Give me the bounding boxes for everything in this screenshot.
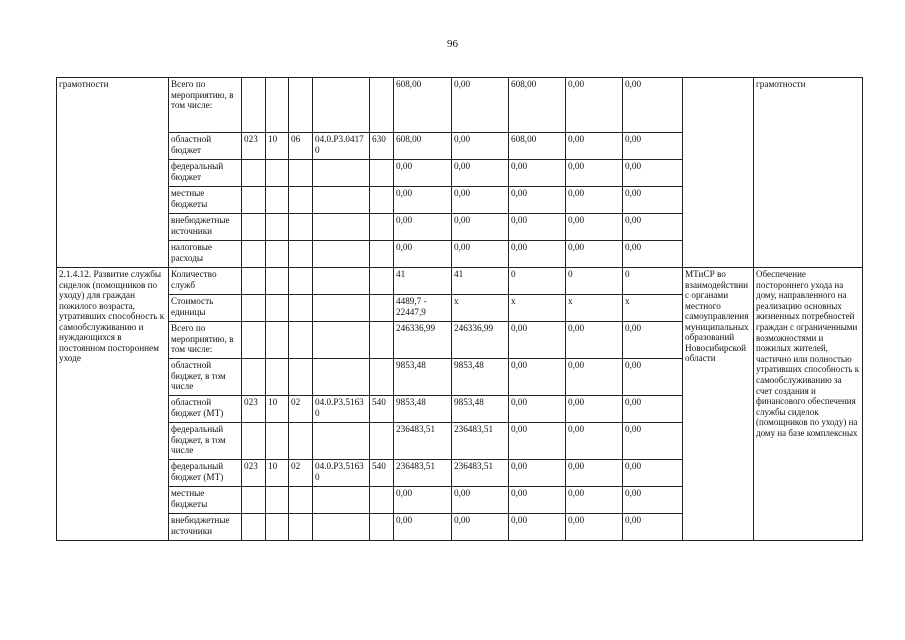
- expense-type-code: [370, 78, 394, 133]
- grbs-code: 023: [242, 133, 266, 160]
- value-year-1: 0,00: [452, 133, 509, 160]
- value-year-1: 0,00: [452, 78, 509, 133]
- program-table: [56, 77, 863, 541]
- value-year-2: 0,00: [509, 241, 566, 268]
- target-article-code: [313, 187, 370, 214]
- grbs-code: [242, 241, 266, 268]
- subsection-code: [289, 78, 313, 133]
- section-code: [266, 268, 289, 295]
- subsection-code: [289, 514, 313, 541]
- subsection-code: 06: [289, 133, 313, 160]
- table-row: [57, 268, 863, 295]
- subsection-code: [289, 487, 313, 514]
- value-year-4: 0,00: [623, 487, 683, 514]
- subsection-code: [289, 268, 313, 295]
- value-year-4: 0,00: [623, 160, 683, 187]
- value-year-3: 0,00: [566, 78, 623, 133]
- expense-type-code: [370, 214, 394, 241]
- result-cell: грамотности: [754, 78, 863, 268]
- grbs-code: [242, 514, 266, 541]
- value-year-3: 0,00: [566, 160, 623, 187]
- section-code: [266, 214, 289, 241]
- value-year-2: 0,00: [509, 214, 566, 241]
- expense-type-code: [370, 359, 394, 396]
- row-label: Всего по мероприятию, в том числе:: [169, 78, 242, 133]
- row-label: Количество служб: [169, 268, 242, 295]
- grbs-code: [242, 268, 266, 295]
- grbs-code: 023: [242, 460, 266, 487]
- value-year-4: 0,00: [623, 214, 683, 241]
- section-code: [266, 78, 289, 133]
- value-year-3: 0,00: [566, 487, 623, 514]
- value-year-3: 0,00: [566, 133, 623, 160]
- value-year-1: 0,00: [452, 214, 509, 241]
- target-article-code: [313, 514, 370, 541]
- value-year-4: 0,00: [623, 460, 683, 487]
- value-year-2: 0,00: [509, 460, 566, 487]
- target-article-code: [313, 423, 370, 460]
- row-label: областной бюджет: [169, 133, 242, 160]
- value-year-3: 0,00: [566, 359, 623, 396]
- value-total: 0,00: [394, 214, 452, 241]
- value-year-2: 0,00: [509, 322, 566, 359]
- section-code: [266, 187, 289, 214]
- target-article-code: [313, 160, 370, 187]
- target-article-code: [313, 268, 370, 295]
- measure-title-cell: грамотности: [57, 78, 169, 268]
- value-year-1: 0,00: [452, 241, 509, 268]
- value-year-2: 0,00: [509, 359, 566, 396]
- value-total: 0,00: [394, 160, 452, 187]
- value-year-1: 236483,51: [452, 460, 509, 487]
- value-year-4: 0,00: [623, 187, 683, 214]
- value-year-1: 246336,99: [452, 322, 509, 359]
- expense-type-code: [370, 295, 394, 322]
- value-year-1: 0,00: [452, 187, 509, 214]
- subsection-code: [289, 241, 313, 268]
- section-code: [266, 295, 289, 322]
- value-total: 0,00: [394, 241, 452, 268]
- value-year-1: 0,00: [452, 514, 509, 541]
- value-year-3: 0,00: [566, 396, 623, 423]
- value-year-1: 9853,48: [452, 359, 509, 396]
- expense-type-code: 540: [370, 460, 394, 487]
- target-article-code: [313, 214, 370, 241]
- expense-type-code: [370, 268, 394, 295]
- value-year-2: 0,00: [509, 487, 566, 514]
- result-cell: Обеспечение постороннего ухода на дому, направленного на реализацию основных жизненных потребностей граждан с ограниченными возможностями и пожилых жителей, частично или полностью утративших способность к самообслуживанию за счет создания и финансового обеспечения службы сиделок (помощников по уходу) на дому на базе комплексных: [754, 268, 863, 541]
- target-article-code: [313, 359, 370, 396]
- executor-cell: [683, 78, 754, 268]
- target-article-code: [313, 78, 370, 133]
- value-total: 236483,51: [394, 423, 452, 460]
- grbs-code: [242, 187, 266, 214]
- value-year-4: 0,00: [623, 423, 683, 460]
- subsection-code: 02: [289, 396, 313, 423]
- target-article-code: 04.0.Р3.51630: [313, 396, 370, 423]
- row-label: Всего по мероприятию, в том числе:: [169, 322, 242, 359]
- value-year-4: 0,00: [623, 322, 683, 359]
- grbs-code: [242, 160, 266, 187]
- grbs-code: [242, 359, 266, 396]
- value-total: 0,00: [394, 514, 452, 541]
- value-year-4: 0,00: [623, 241, 683, 268]
- value-year-3: 0,00: [566, 241, 623, 268]
- section-code: 10: [266, 133, 289, 160]
- value-year-2: 0,00: [509, 396, 566, 423]
- measure-title-cell: 2.1.4.12. Развитие службы сиделок (помощников по уходу) для граждан пожилого возраста, утративших способность к самообслуживанию и нуждающихся в постоянном постороннем уходе: [57, 268, 169, 541]
- target-article-code: 04.0.Р3.04170: [313, 133, 370, 160]
- table-row: [57, 78, 863, 133]
- expense-type-code: [370, 187, 394, 214]
- value-year-2: 0,00: [509, 160, 566, 187]
- section-code: 10: [266, 396, 289, 423]
- value-year-2: 0,00: [509, 514, 566, 541]
- target-article-code: [313, 241, 370, 268]
- value-total: 236483,51: [394, 460, 452, 487]
- value-total: 608,00: [394, 133, 452, 160]
- value-total: 0,00: [394, 187, 452, 214]
- value-year-1: х: [452, 295, 509, 322]
- value-total: 4489,7 - 22447,9: [394, 295, 452, 322]
- grbs-code: 023: [242, 396, 266, 423]
- section-code: [266, 160, 289, 187]
- section-code: [266, 514, 289, 541]
- subsection-code: [289, 160, 313, 187]
- value-total: 41: [394, 268, 452, 295]
- value-year-3: 0,00: [566, 514, 623, 541]
- value-year-4: х: [623, 295, 683, 322]
- row-label: Стоимость единицы: [169, 295, 242, 322]
- expense-type-code: 540: [370, 396, 394, 423]
- subsection-code: 02: [289, 460, 313, 487]
- section-code: [266, 487, 289, 514]
- value-year-2: 0,00: [509, 423, 566, 460]
- section-code: 10: [266, 460, 289, 487]
- value-year-1: 0,00: [452, 487, 509, 514]
- value-year-2: 608,00: [509, 133, 566, 160]
- section-code: [266, 359, 289, 396]
- row-label: местные бюджеты: [169, 187, 242, 214]
- value-year-3: 0,00: [566, 187, 623, 214]
- value-year-4: 0,00: [623, 514, 683, 541]
- value-year-2: 608,00: [509, 78, 566, 133]
- target-article-code: 04.0.Р3.51630: [313, 460, 370, 487]
- target-article-code: [313, 487, 370, 514]
- row-label: федеральный бюджет (МТ): [169, 460, 242, 487]
- expense-type-code: [370, 423, 394, 460]
- target-article-code: [313, 295, 370, 322]
- row-label: внебюджетные источники: [169, 214, 242, 241]
- row-label: федеральный бюджет: [169, 160, 242, 187]
- grbs-code: [242, 322, 266, 359]
- value-year-4: 0,00: [623, 396, 683, 423]
- value-year-4: 0,00: [623, 78, 683, 133]
- subsection-code: [289, 322, 313, 359]
- target-article-code: [313, 322, 370, 359]
- row-label: внебюджетные источники: [169, 514, 242, 541]
- row-label: налоговые расходы: [169, 241, 242, 268]
- value-year-2: 0: [509, 268, 566, 295]
- value-year-1: 9853,48: [452, 396, 509, 423]
- subsection-code: [289, 295, 313, 322]
- value-year-3: х: [566, 295, 623, 322]
- value-total: 9853,48: [394, 359, 452, 396]
- grbs-code: [242, 78, 266, 133]
- value-year-4: 0,00: [623, 133, 683, 160]
- row-label: федеральный бюджет, в том числе: [169, 423, 242, 460]
- subsection-code: [289, 214, 313, 241]
- expense-type-code: [370, 322, 394, 359]
- grbs-code: [242, 214, 266, 241]
- expense-type-code: 630: [370, 133, 394, 160]
- row-label: областной бюджет (МТ): [169, 396, 242, 423]
- value-year-4: 0: [623, 268, 683, 295]
- value-year-3: 0,00: [566, 423, 623, 460]
- grbs-code: [242, 487, 266, 514]
- grbs-code: [242, 295, 266, 322]
- value-year-1: 41: [452, 268, 509, 295]
- value-year-3: 0: [566, 268, 623, 295]
- value-year-1: 236483,51: [452, 423, 509, 460]
- subsection-code: [289, 423, 313, 460]
- expense-type-code: [370, 241, 394, 268]
- grbs-code: [242, 423, 266, 460]
- value-total: 608,00: [394, 78, 452, 133]
- section-code: [266, 423, 289, 460]
- value-year-2: х: [509, 295, 566, 322]
- page-number: 96: [447, 38, 458, 50]
- value-total: 0,00: [394, 487, 452, 514]
- subsection-code: [289, 187, 313, 214]
- expense-type-code: [370, 487, 394, 514]
- expense-type-code: [370, 514, 394, 541]
- value-year-2: 0,00: [509, 187, 566, 214]
- value-year-4: 0,00: [623, 359, 683, 396]
- expense-type-code: [370, 160, 394, 187]
- row-label: местные бюджеты: [169, 487, 242, 514]
- value-year-3: 0,00: [566, 214, 623, 241]
- section-code: [266, 241, 289, 268]
- subsection-code: [289, 359, 313, 396]
- value-year-3: 0,00: [566, 322, 623, 359]
- section-code: [266, 322, 289, 359]
- value-year-3: 0,00: [566, 460, 623, 487]
- executor-cell: МТиСР во взаимодействии с органами местного самоуправления муниципальных образований Новосибирской области: [683, 268, 754, 541]
- value-total: 246336,99: [394, 322, 452, 359]
- value-year-1: 0,00: [452, 160, 509, 187]
- row-label: областной бюджет, в том числе: [169, 359, 242, 396]
- value-total: 9853,48: [394, 396, 452, 423]
